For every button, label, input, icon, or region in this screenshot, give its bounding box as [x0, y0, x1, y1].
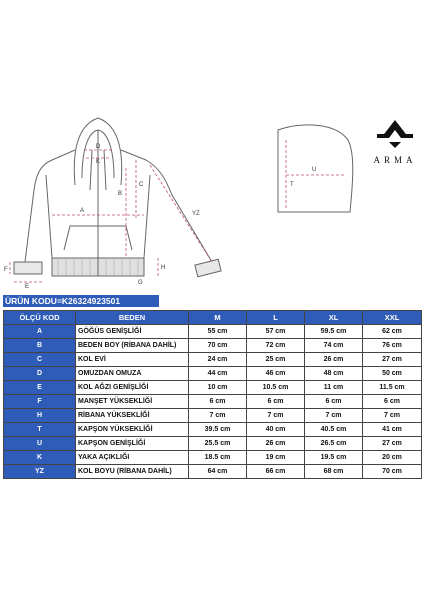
header-size-m: M: [189, 311, 247, 325]
row-value: 6 cm: [189, 395, 247, 409]
row-value: 7 cm: [363, 409, 422, 423]
row-value: 50 cm: [363, 367, 422, 381]
row-value: 11.5 cm: [363, 381, 422, 395]
label-b: B: [118, 191, 123, 197]
label-f: F: [4, 267, 8, 273]
header-size-l: L: [247, 311, 305, 325]
label-d: D: [96, 144, 101, 150]
arma-logo-icon: [377, 120, 413, 148]
row-value: 39.5 cm: [189, 423, 247, 437]
row-code: B: [4, 339, 76, 353]
row-value: 10 cm: [189, 381, 247, 395]
row-value: 68 cm: [305, 465, 363, 479]
row-name: GÖĞÜS GENİŞLİĞİ: [76, 325, 189, 339]
row-name: BEDEN BOY (RİBANA DAHİL): [76, 339, 189, 353]
row-value: 27 cm: [363, 437, 422, 451]
table-row: [4, 409, 422, 423]
label-u: U: [312, 167, 317, 173]
row-value: 18.5 cm: [189, 451, 247, 465]
label-e: E: [25, 284, 30, 290]
row-value: 26.5 cm: [305, 437, 363, 451]
header-size-xl: XL: [305, 311, 363, 325]
label-t: T: [290, 182, 294, 188]
row-code: T: [4, 423, 76, 437]
row-code: E: [4, 381, 76, 395]
label-c: C: [139, 182, 144, 188]
row-value: 57 cm: [247, 325, 305, 339]
row-value: 40.5 cm: [305, 423, 363, 437]
row-code: U: [4, 437, 76, 451]
row-value: 26 cm: [305, 353, 363, 367]
row-value: 70 cm: [189, 339, 247, 353]
row-value: 19 cm: [247, 451, 305, 465]
row-value: 25.5 cm: [189, 437, 247, 451]
hoodie-diagram: [0, 0, 424, 290]
table-header-row: [4, 311, 422, 325]
size-chart-table: [3, 310, 422, 479]
row-value: 46 cm: [247, 367, 305, 381]
table-row: [4, 367, 422, 381]
row-code: A: [4, 325, 76, 339]
row-value: 48 cm: [305, 367, 363, 381]
row-value: 6 cm: [363, 395, 422, 409]
table-row: [4, 325, 422, 339]
row-value: 24 cm: [189, 353, 247, 367]
row-value: 40 cm: [247, 423, 305, 437]
row-value: 7 cm: [189, 409, 247, 423]
header-name: BEDEN: [76, 311, 189, 325]
label-yz: YZ: [192, 211, 200, 217]
row-value: 66 cm: [247, 465, 305, 479]
row-value: 72 cm: [247, 339, 305, 353]
row-code: C: [4, 353, 76, 367]
table-row: [4, 465, 422, 479]
row-value: 7 cm: [247, 409, 305, 423]
row-name: MANŞET YÜKSEKLİĞİ: [76, 395, 189, 409]
hoodie-front-drawing: [14, 118, 221, 277]
header-code: ÖLÇÜ KOD: [4, 311, 76, 325]
row-value: 11 cm: [305, 381, 363, 395]
row-value: 62 cm: [363, 325, 422, 339]
row-name: KAPŞON YÜKSEKLİĞİ: [76, 423, 189, 437]
row-name: KAPŞON GENİŞLİĞİ: [76, 437, 189, 451]
row-value: 6 cm: [305, 395, 363, 409]
product-code: ÜRÜN KODU=K26324923501: [3, 295, 159, 307]
label-k: K: [96, 159, 101, 165]
row-value: 10.5 cm: [247, 381, 305, 395]
row-value: 20 cm: [363, 451, 422, 465]
row-value: 25 cm: [247, 353, 305, 367]
row-name: KOL AĞZI GENİŞLİĞİ: [76, 381, 189, 395]
table-row: [4, 395, 422, 409]
row-value: 6 cm: [247, 395, 305, 409]
brand-name: ARMA: [373, 155, 417, 165]
row-value: 7 cm: [305, 409, 363, 423]
row-value: 19.5 cm: [305, 451, 363, 465]
table-row: [4, 339, 422, 353]
label-h: H: [161, 265, 166, 271]
label-a: A: [80, 208, 85, 214]
row-code: F: [4, 395, 76, 409]
row-code: YZ: [4, 465, 76, 479]
row-value: 74 cm: [305, 339, 363, 353]
table-row: [4, 423, 422, 437]
row-name: OMUZDAN OMUZA: [76, 367, 189, 381]
table-row: [4, 353, 422, 367]
row-value: 76 cm: [363, 339, 422, 353]
label-g: G: [138, 280, 143, 286]
row-value: 44 cm: [189, 367, 247, 381]
table-row: [4, 437, 422, 451]
table-row: [4, 451, 422, 465]
row-code: H: [4, 409, 76, 423]
header-size-xxl: XXL: [363, 311, 422, 325]
row-value: 70 cm: [363, 465, 422, 479]
row-value: 55 cm: [189, 325, 247, 339]
row-name: KOL BOYU (RİBANA DAHİL): [76, 465, 189, 479]
table-row: [4, 381, 422, 395]
row-name: YAKA AÇIKLIĞI: [76, 451, 189, 465]
brand-logo: [365, 120, 424, 165]
row-value: 26 cm: [247, 437, 305, 451]
row-value: 59.5 cm: [305, 325, 363, 339]
row-value: 64 cm: [189, 465, 247, 479]
row-value: 27 cm: [363, 353, 422, 367]
row-value: 41 cm: [363, 423, 422, 437]
row-code: D: [4, 367, 76, 381]
row-code: K: [4, 451, 76, 465]
row-name: RİBANA YÜKSEKLİĞİ: [76, 409, 189, 423]
row-name: KOL EVİ: [76, 353, 189, 367]
